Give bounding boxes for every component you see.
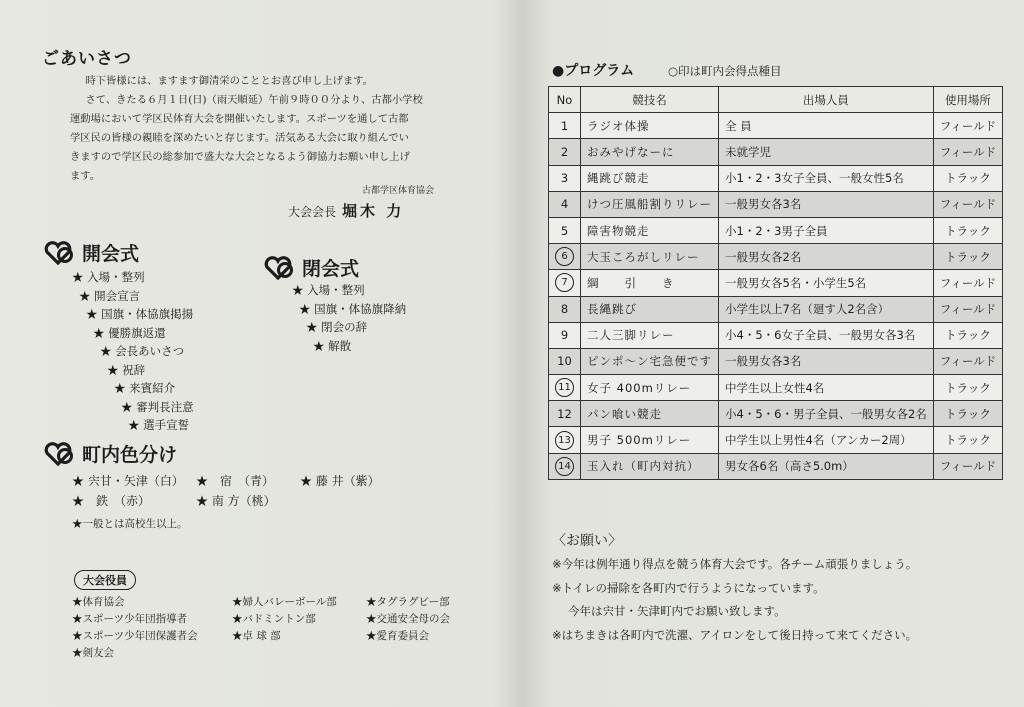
- right-page: [520, 0, 1024, 707]
- program-event: 綱 引 き: [581, 270, 719, 296]
- program-title: ●プログラム: [552, 63, 635, 79]
- request-list: [552, 553, 917, 647]
- program-place: トラック: [933, 165, 1002, 191]
- program-row: [549, 165, 1003, 191]
- request-title: 〈お願い〉: [552, 533, 622, 549]
- opening-item: ★ 開会宣言: [79, 288, 141, 303]
- program-rows: [549, 113, 1003, 480]
- opening-item: ★ 優勝旗返還: [93, 325, 166, 340]
- score-event-circle: 11: [555, 378, 574, 397]
- score-event-circle: 6: [555, 247, 574, 266]
- program-no: [549, 244, 581, 270]
- program-place: フィールド: [933, 139, 1002, 165]
- opening-item: ★ 選手宣誓: [128, 418, 190, 432]
- program-row: [549, 113, 1003, 139]
- program-row: [549, 139, 1003, 165]
- program-event: 長縄跳び: [581, 296, 719, 322]
- program-event: おみやげなーに: [581, 139, 719, 165]
- opening-item: ★ 国旗・体協旗掲揚: [86, 307, 194, 321]
- president-name: 堀木 力: [342, 202, 405, 220]
- score-event-circle: 13: [555, 431, 574, 450]
- program-place: フィールド: [933, 270, 1002, 296]
- program-no: 12: [549, 401, 581, 427]
- program-members: 小4・5・6女子全員、一般男女各3名: [719, 322, 934, 348]
- program-members: 一般男女各5名・小学生5名: [719, 270, 934, 296]
- program-event: 女子 400mリレー: [581, 375, 719, 401]
- team-color-item: ★ 藤 井（紫）: [300, 474, 380, 488]
- opening-title: 開会式: [82, 243, 140, 265]
- opening-item: ★ 祝辞: [107, 362, 146, 377]
- opening-item: ★ 会長あいさつ: [100, 344, 185, 358]
- officer-item: ★体育協会: [72, 596, 125, 608]
- general-note: ★一般とは高校生以上。: [72, 518, 188, 530]
- greeting-line: ます。: [70, 170, 101, 182]
- organization-name: 古都学区体育協会: [362, 186, 435, 196]
- program-members: 一般男女各2名: [719, 244, 934, 270]
- officer-item: ★剣友会: [72, 647, 114, 659]
- program-members: 全 員: [719, 113, 934, 139]
- closing-item: ★ 入場・整列: [292, 283, 365, 297]
- program-no: [549, 427, 581, 453]
- officer-item: ★タグラグビー部: [366, 596, 450, 608]
- heart-rings-icon: [44, 441, 76, 467]
- program-event: 二人三脚リレー: [581, 322, 719, 348]
- greeting-line: きますので学区民の総参加で盛大な大会となるよう御協力お願い申し上げ: [70, 151, 410, 163]
- closing-item: ★ 国旗・体協旗降納: [299, 301, 407, 316]
- program-no: 4: [549, 191, 581, 217]
- header-place: 使用場所: [933, 87, 1002, 113]
- program-members: 中学生以上女性4名: [719, 375, 934, 401]
- opening-heading: [44, 239, 139, 266]
- team-color-item: ★ 宿 （青）: [196, 474, 275, 488]
- officers-column: [232, 594, 337, 645]
- program-no: 10: [549, 348, 581, 374]
- program-members: 小1・2・3男子全員: [719, 217, 934, 243]
- program-row: [549, 453, 1003, 479]
- closing-heading: [264, 254, 359, 281]
- program-event: 男子 500mリレー: [581, 427, 719, 453]
- officer-item: ★バドミントン部: [232, 613, 316, 625]
- officer-item: ★婦人バレーボール部: [232, 596, 337, 608]
- president-signature: [288, 200, 404, 221]
- program-no: [549, 375, 581, 401]
- header-no: No: [549, 87, 581, 113]
- request-line: ※今年は例年通り得点を競う体育大会です。各チーム頑張りましょう。: [552, 557, 918, 571]
- request-line: 今年は宍甘・矢津町内でお願い致します。: [568, 604, 786, 618]
- program-event: パン喰い競走: [581, 401, 719, 427]
- program-row: [549, 217, 1003, 243]
- officers-column: [366, 594, 450, 645]
- opening-item: ★ 来賓紹介: [114, 381, 176, 395]
- team-color-item: ★ 南 方（桃）: [196, 494, 276, 508]
- program-members: 未就学児: [719, 139, 934, 165]
- officer-item: ★卓 球 部: [232, 630, 281, 642]
- program-row: [549, 401, 1003, 427]
- program-members: 中学生以上男性4名（アンカー2周）: [719, 427, 934, 453]
- opening-list: [72, 268, 194, 435]
- program-table: [548, 86, 1003, 480]
- program-members: 一般男女各3名: [719, 191, 934, 217]
- program-no: 2: [549, 139, 581, 165]
- program-event: 障害物競走: [581, 217, 719, 243]
- program-place: トラック: [933, 427, 1002, 453]
- program-event: 縄跳び競走: [581, 165, 719, 191]
- program-note: ○印は町内会得点種目: [668, 64, 782, 78]
- program-event: けつ圧風船割りリレー: [581, 191, 719, 217]
- program-row: [549, 375, 1003, 401]
- officers-column: [72, 594, 198, 662]
- program-row: [549, 270, 1003, 296]
- program-members: 男女各6名（高さ5.0m）: [719, 453, 934, 479]
- greeting-line: 時下皆様には、ますます御清栄のこととお喜び申し上げます。: [85, 75, 373, 87]
- program-no: [549, 270, 581, 296]
- closing-list: [292, 281, 406, 355]
- program-row: [549, 191, 1003, 217]
- officer-item: ★スポーツ少年団指導者: [72, 613, 188, 625]
- program-event: ラジオ体操: [581, 113, 719, 139]
- greeting-line: 学区民の皆様の親睦を深めたいと存じます。活気ある大会に取り組んでい: [70, 132, 409, 144]
- team-color-item: ★ 鉄 （赤）: [72, 494, 151, 508]
- heart-rings-icon: [264, 255, 296, 281]
- opening-item: ★ 入場・整列: [72, 270, 145, 284]
- program-members: 小1・2・3女子全員、一般女性5名: [719, 165, 934, 191]
- program-row: [549, 427, 1003, 453]
- program-place: フィールド: [933, 348, 1002, 374]
- program-row: [549, 296, 1003, 322]
- program-no: [549, 453, 581, 479]
- program-members: 小学生以上7名（廻す人2名含）: [719, 296, 934, 322]
- team-color-item: ★ 宍甘・矢津（白）: [72, 474, 184, 488]
- program-event: ピンポ〜ン宅急便です: [581, 348, 719, 374]
- program-row: [549, 322, 1003, 348]
- team-colors: [72, 471, 424, 511]
- officers-title: 大会役員: [74, 570, 136, 590]
- request-line: ※トイレの掃除を各町内で行うようになっています。: [552, 580, 825, 595]
- program-event: 玉入れ（町内対抗）: [581, 453, 719, 479]
- program-no: 3: [549, 165, 581, 191]
- program-no: 8: [549, 296, 581, 322]
- program-place: トラック: [933, 375, 1002, 401]
- program-place: トラック: [933, 217, 1002, 243]
- officer-item: ★交通安全母の会: [366, 613, 450, 625]
- score-event-circle: 7: [555, 273, 574, 292]
- program-place: フィールド: [933, 113, 1002, 139]
- program-row: [549, 348, 1003, 374]
- greeting-line: さて、きたる６月１日(日)（雨天順延）午前９時００分より、古都小学校: [85, 94, 423, 106]
- program-place: トラック: [933, 244, 1002, 270]
- program-no: 1: [549, 113, 581, 139]
- officer-item: ★愛育委員会: [366, 630, 429, 642]
- greeting-title: ごあいさつ: [42, 49, 132, 69]
- president-label: 大会会長: [288, 205, 337, 219]
- score-event-circle: 14: [555, 457, 574, 476]
- header-event: 競技名: [581, 87, 719, 113]
- teams-title: 町内色分け: [82, 444, 178, 466]
- program-no: 5: [549, 217, 581, 243]
- program-place: トラック: [933, 322, 1002, 348]
- greeting-body: [70, 72, 455, 186]
- program-place: フィールド: [933, 453, 1002, 479]
- program-members: 一般男女各3名: [719, 348, 934, 374]
- closing-item: ★ 解散: [313, 338, 352, 353]
- teams-heading: [44, 440, 177, 467]
- officer-item: ★スポーツ少年団保護者会: [72, 630, 198, 642]
- closing-title: 閉会式: [302, 258, 360, 280]
- heart-rings-icon: [44, 240, 76, 266]
- closing-item: ★ 閉会の辞: [306, 320, 368, 334]
- program-header-row: [549, 87, 1003, 113]
- greeting-line: 運動場において学区民体育大会を開催いたします。スポーツを通して古都: [70, 113, 409, 125]
- program-members: 小4・5・6・男子全員、一般男女各2名: [719, 401, 934, 427]
- program-event: 大玉ころがしリレー: [581, 244, 719, 270]
- header-members: 出場人員: [719, 87, 934, 113]
- program-row: [549, 244, 1003, 270]
- opening-item: ★ 審判長注意: [121, 399, 194, 414]
- program-place: フィールド: [933, 191, 1002, 217]
- program-no: 9: [549, 322, 581, 348]
- request-line: ※はちまきは各町内で洗濯、アイロンをして後日持って来てください。: [552, 627, 918, 642]
- program-place: フィールド: [933, 296, 1002, 322]
- program-place: トラック: [933, 401, 1002, 427]
